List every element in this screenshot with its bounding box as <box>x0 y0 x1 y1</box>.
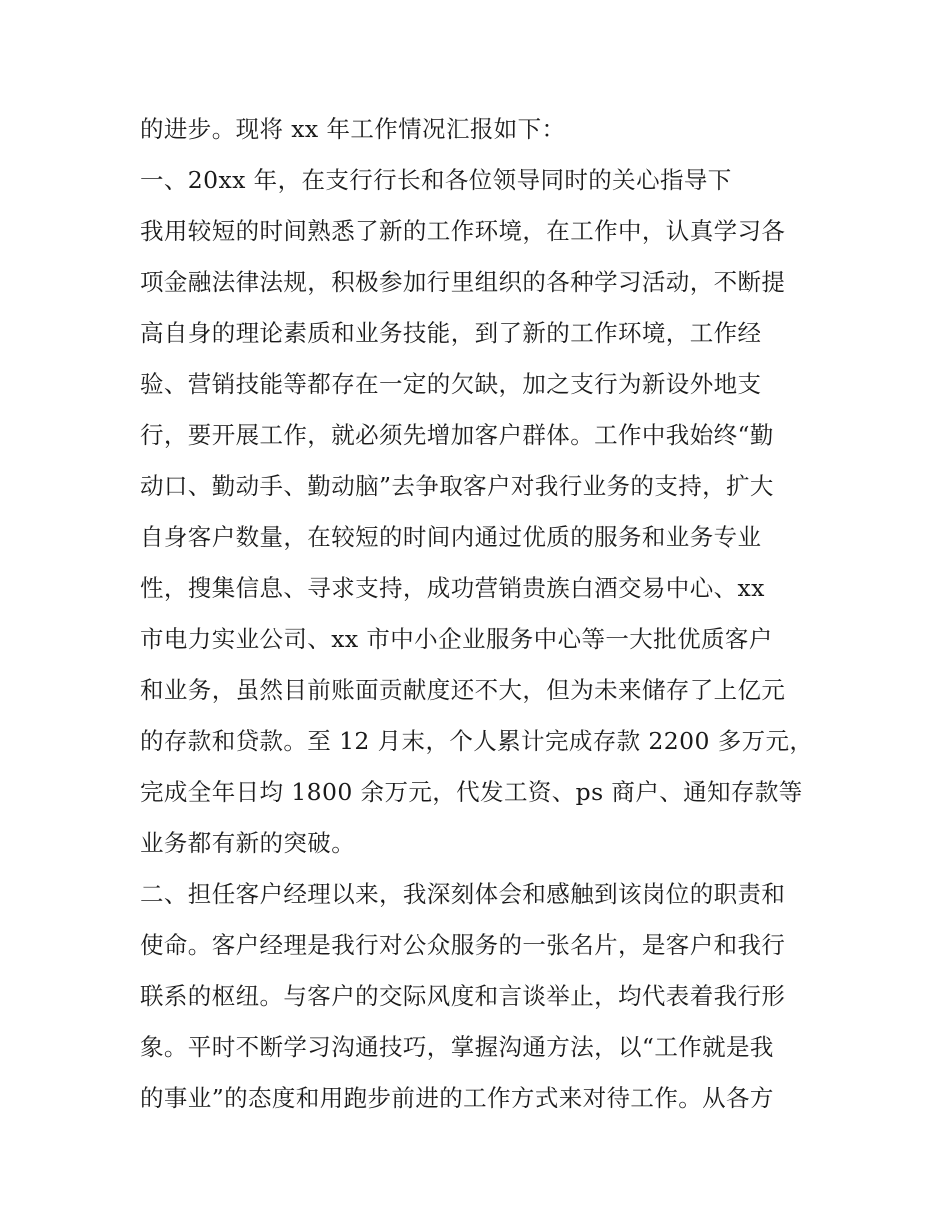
text-line: 象。平时不断学习沟通技巧，掌握沟通方法，以“工作就是我 <box>140 1033 774 1061</box>
text-line: 动口、勤动手、勤动脑”去争取客户对我行业务的支持，扩大 <box>140 472 774 500</box>
text-line: 我用较短的时间熟悉了新的工作环境，在工作中，认真学习各 <box>140 217 786 245</box>
text-line: 项金融法律法规，积极参加行里组织的各种学习活动，不断提 <box>140 268 786 296</box>
text-line: 联系的枢纽。与客户的交际风度和言谈举止，均代表着我行形 <box>140 982 786 1010</box>
text-line: 的进步。现将 xx 年工作情况汇报如下： <box>140 115 566 143</box>
text-line: 性，搜集信息、寻求支持，成功营销贵族白酒交易中心、xx <box>140 574 765 602</box>
text-line: 完成全年日均 1800 余万元，代发工资、ps 商户、通知存款等 <box>140 778 803 806</box>
text-line: 高自身的理论素质和业务技能，到了新的工作环境，工作经 <box>140 319 762 347</box>
text-line: 行，要开展工作，就必须先增加客户群体。工作中我始终“勤 <box>140 421 774 449</box>
text-line: 自身客户数量，在较短的时间内通过优质的服务和业务专业 <box>140 523 762 551</box>
text-line: 使命。客户经理是我行对公众服务的一张名片，是客户和我行 <box>140 931 786 959</box>
text-line: 业务都有新的突破。 <box>140 829 356 857</box>
text-line: 二、担任客户经理以来，我深刻体会和感触到该岗位的职责和 <box>140 880 786 908</box>
text-line: 验、营销技能等都存在一定的欠缺，加之支行为新设外地支 <box>140 370 762 398</box>
text-line: 一、20xx 年，在支行行长和各位领导同时的关心指导下 <box>140 166 732 194</box>
text-line: 和业务，虽然目前账面贡献度还不大，但为未来储存了上亿元 <box>140 676 786 704</box>
text-line: 的存款和贷款。至 12 月末，个人累计完成存款 2200 多万元， <box>140 727 814 755</box>
text-line: 的事业”的态度和用跑步前进的工作方式来对待工作。从各方 <box>140 1084 774 1112</box>
text-line: 市电力实业公司、xx 市中小企业服务中心等一大批优质客户 <box>140 625 773 653</box>
